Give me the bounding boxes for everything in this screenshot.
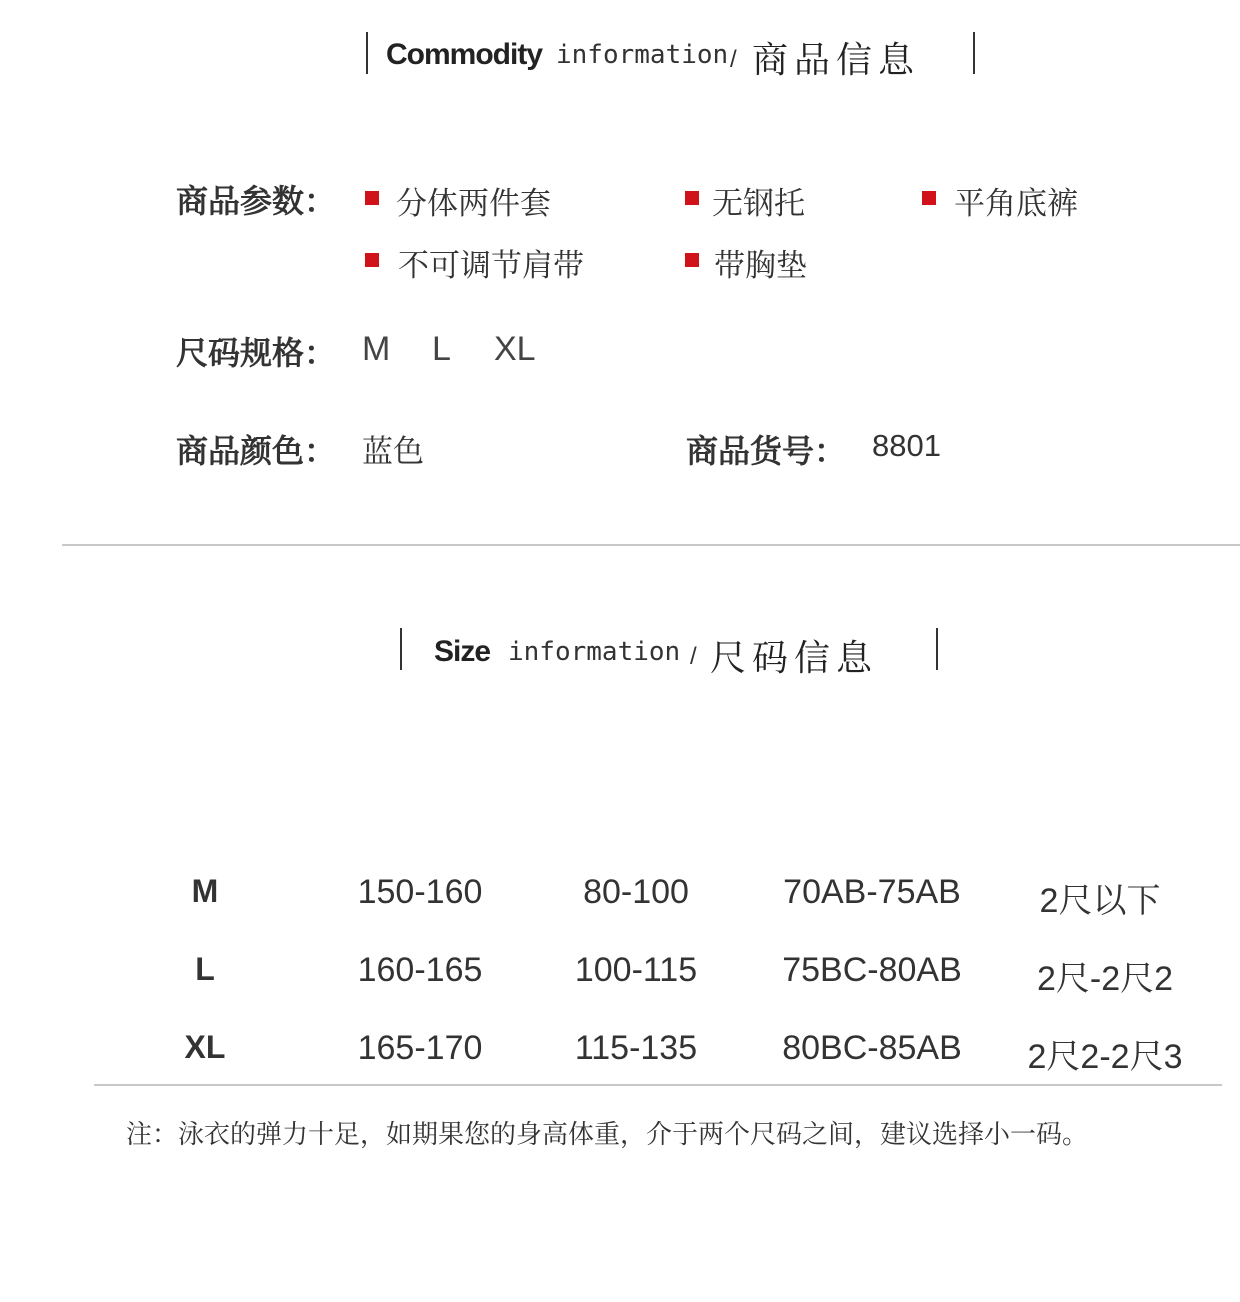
- param-item: 分体两件套: [396, 186, 551, 222]
- table-cell-bust: 75BC-80AB: [782, 951, 962, 989]
- sizes-label: 尺码规格：: [176, 334, 337, 372]
- bullet-icon: [922, 191, 936, 205]
- bullet-icon: [365, 253, 379, 267]
- bullet-icon: [365, 191, 379, 205]
- table-cell-height: 150-160: [357, 873, 483, 911]
- table-cell-size: L: [195, 951, 215, 987]
- color-value: 蓝色: [362, 434, 424, 470]
- table-cell-size: XL: [184, 1029, 226, 1065]
- table-cell-bust: 80BC-85AB: [782, 1029, 962, 1067]
- table-cell-waist: 2尺以下: [1039, 882, 1161, 920]
- table-cell-height: 165-170: [357, 1029, 483, 1067]
- color-label: 商品颜色：: [176, 432, 337, 470]
- header-slash: /: [730, 46, 737, 73]
- section-divider: [62, 544, 1240, 546]
- header-title-en-bold: Size: [434, 635, 491, 668]
- size-option: L: [432, 330, 451, 368]
- header-slash: /: [690, 643, 697, 670]
- header-left-bar: [400, 628, 402, 670]
- table-cell-size: M: [191, 873, 219, 909]
- param-item: 无钢托: [712, 186, 805, 222]
- size-note: 注：泳衣的弹力十足，如期果您的身高体重，介于两个尺码之间，建议选择小一码。: [126, 1120, 1089, 1150]
- params-label: 商品参数：: [176, 182, 337, 220]
- header-title-cn: 尺码信息: [710, 638, 879, 679]
- param-item: 带胸垫: [714, 248, 807, 284]
- table-cell-height: 160-165: [357, 951, 483, 989]
- header-title-en-bold: Commodity: [386, 38, 542, 71]
- sku-label: 商品货号：: [686, 432, 847, 470]
- table-cell-waist: 2尺2-2尺3: [1027, 1038, 1183, 1076]
- header-left-bar: [366, 32, 368, 74]
- header-right-bar: [973, 32, 975, 74]
- bullet-icon: [685, 191, 699, 205]
- table-cell-bust: 70AB-75AB: [783, 873, 961, 911]
- header-title-cn: 商品信息: [752, 40, 921, 81]
- table-cell-waist: 2尺-2尺2: [1036, 960, 1174, 998]
- size-option: XL: [494, 330, 536, 368]
- table-cell-weight: 115-135: [574, 1029, 698, 1067]
- param-item: 不可调节肩带: [398, 248, 584, 284]
- bullet-icon: [685, 253, 699, 267]
- header-title-en-light: information: [556, 40, 729, 70]
- header-title-en-light: information: [508, 637, 681, 667]
- table-bottom-divider: [94, 1084, 1222, 1086]
- table-cell-weight: 80-100: [583, 873, 689, 911]
- size-option: M: [362, 330, 391, 368]
- table-cell-weight: 100-115: [574, 951, 698, 989]
- sku-value: 8801: [872, 428, 941, 463]
- header-right-bar: [936, 628, 938, 670]
- param-item: 平角底裤: [954, 186, 1078, 222]
